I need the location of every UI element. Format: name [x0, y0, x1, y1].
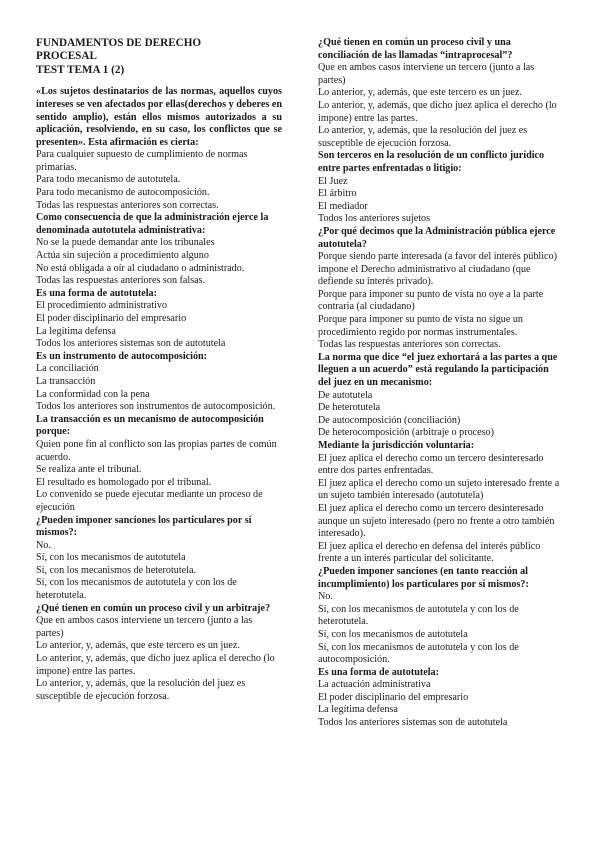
document-title [36, 37, 282, 77]
answer-option: Sí, con los mecanismos de autotutela [36, 552, 186, 564]
right-question-list [318, 37, 563, 730]
answer-option: Sí, con los mecanismos de autotutela y con los de heterotutela. [318, 603, 519, 628]
answer-option: Porque para imponer su punto de vista no oye a la parte contraria (al ciudadano) [318, 288, 544, 313]
question-text: «Los sujetos destinatarios de las normas, aquellos cuyos intereses se ven afectados por ellas(derechos y deberes en sentido amplio), están ellos mismos autorizados a su aplicación, resolviendo, en su caso, los conflictos que se presenten». Esta afirmación es cierta: [36, 86, 282, 148]
answer-option: El poder disciplinario del empresario [318, 691, 469, 703]
answer-option: Lo anterior, y, además, que este tercero es un juez. [318, 87, 522, 99]
answer-option: Todos los anteriores sistemas son de autotutela [318, 717, 508, 729]
question-block [36, 351, 282, 414]
answer-option: Porque siendo parte interesada (a favor del interés público) impone el Derecho administrativo al ciudadano (que defiende su interés privado). [318, 251, 557, 288]
question-text: ¿Pueden imponer sanciones los particulares por sí mismos?: [36, 514, 252, 539]
answer-option: El juez aplica el derecho como un tercero desinteresado entre dos partes enfrentadas. [318, 452, 544, 477]
answer-option: De autotutela [318, 389, 373, 401]
answer-option: El resultado es homologado por el tribunal. [36, 476, 212, 488]
answer-option: Todas las respuestas anteriores son correctas. [36, 199, 219, 211]
question-block [318, 37, 563, 150]
answer-option: La legítima defensa [318, 704, 398, 716]
answer-option: El juez aplica el derecho como un tercero desinteresado aunque un sujeto interesado (pero no frente a otro también interesado). [318, 502, 555, 540]
question-text: La norma que dice “el juez exhortará a las partes a que lleguen a un acuerdo” está regulando la participación del juez en un mecanismo: [318, 351, 558, 389]
answer-option: De heterotutela [318, 402, 381, 414]
answer-option: Lo anterior, y, además, que este tercero es un juez. [36, 640, 240, 652]
answer-option: Quien pone fin al conflicto son las propias partes de común acuerdo. [36, 438, 277, 463]
answer-option: De autocomposición (conciliación) [318, 414, 461, 426]
answer-option: El poder disciplinario del empresario [36, 313, 187, 324]
question-block [36, 603, 282, 704]
question-block [318, 440, 563, 566]
question-text: Es un instrumento de autocomposición: [36, 350, 208, 362]
question-block [36, 414, 282, 515]
answer-option: Lo anterior, y, además, que la resolución del juez es susceptible de ejecución forzosa. [318, 125, 528, 149]
question-text: Es una forma de autotutela: [36, 287, 157, 299]
question-block [318, 667, 563, 730]
answer-option: Lo anterior, y, además, que la resolución del juez es susceptible de ejecución forzosa. [36, 678, 246, 702]
answer-option: Para todo mecanismo de autocomposición. [36, 187, 210, 199]
left-question-list [36, 86, 282, 703]
answer-option: No. [36, 539, 51, 551]
title-line-1: FUNDAMENTOS DE DERECHO [36, 37, 202, 49]
answer-option: De heterocomposición (arbitraje o proceso) [318, 427, 494, 439]
question-text: ¿Por qué decimos que la Administración pública ejerce autotutela? [318, 225, 556, 250]
answer-option: El juez aplica el derecho en defensa del interés público frente a un interés particular del solicitante. [318, 540, 541, 565]
answer-option: Sí, con los mecanismos de autotutela y con los de heterotutela. [36, 577, 237, 602]
question-text: ¿Qué tienen en común un proceso civil y un arbitraje? [36, 602, 271, 614]
answer-option: Que en ambos casos interviene un tercero (junto a las partes) [36, 615, 253, 639]
question-text: La transacción es un mecanismo de autocomposición porque: [36, 413, 264, 438]
answer-option: Se realiza ante el tribunal. [36, 464, 142, 476]
answer-option: El mediador [318, 200, 368, 212]
question-text: Son terceros en la resolución de un conflicto jurídico entre partes enfrentadas o litigio: [318, 150, 545, 174]
question-text: ¿Pueden imponer sanciones (en tanto reacción al incumplimiento) los particulares por sí mismos?: [318, 565, 529, 590]
question-block [36, 212, 282, 288]
answer-option: Sí, con los mecanismos de autotutela y con los de autocomposición. [318, 641, 519, 666]
title-line-2: PROCESAL [36, 50, 97, 63]
answer-option: Actúa sin sujeción a procedimiento alguno [36, 250, 209, 262]
answer-option: Todos los anteriores sujetos [318, 213, 431, 225]
answer-option: La conciliación [36, 363, 99, 375]
answer-option: No. [318, 591, 333, 603]
answer-option: Porque para imponer su punto de vista no sigue un procedimiento regido por normas instrumentales. [318, 314, 523, 338]
answer-option: El juez aplica el derecho como un sujeto interesado frente a un sujeto también interesado (autotutela) [318, 477, 560, 502]
answer-option: Todos los anteriores sistemas son de autotutela [36, 338, 226, 350]
question-block [318, 566, 563, 667]
answer-option: La transacción [36, 375, 96, 387]
question-block [36, 288, 282, 351]
answer-option: No se la puede demandar ante los tribunales [36, 237, 215, 249]
question-text: ¿Qué tienen en común un proceso civil y una conciliación de las llamadas “intraprocesal”? [318, 37, 513, 61]
question-block [36, 515, 282, 603]
question-block [318, 150, 563, 226]
answer-option: Que en ambos casos interviene un tercero (junto a las partes) [318, 62, 535, 86]
question-block [36, 86, 282, 212]
question-block [318, 226, 563, 352]
title-line-3: TEST TEMA 1 (2) [36, 63, 125, 76]
right-column [318, 37, 563, 730]
question-block [318, 352, 563, 440]
answer-option: Todas las respuestas anteriores son correctas. [318, 339, 501, 351]
question-text: Como consecuencia de que la administración ejerce la denominada autotutela administrativa: [36, 212, 269, 236]
answer-option: La conformidad con la pena [36, 388, 150, 400]
answer-option: Lo anterior, y, además, que dicho juez aplica el derecho (lo impone) entre las partes. [36, 653, 275, 677]
answer-option: Para cualquier supuesto de cumplimiento de normas primarias. [36, 149, 248, 173]
answer-option: El árbitro [318, 188, 357, 200]
answer-option: Todas las respuestas anteriores son falsas. [36, 275, 206, 287]
answer-option: Sí, con los mecanismos de autotutela [318, 628, 468, 640]
answer-option: El procedimiento administrativo [36, 300, 168, 312]
answer-option: No está obligada a oír al ciudadano o administrado. [36, 262, 245, 274]
answer-option: El Juez [318, 175, 348, 187]
answer-option: Lo anterior, y, además, que dicho juez aplica el derecho (lo impone) entre las partes. [318, 99, 557, 124]
left-column [36, 37, 282, 703]
answer-option: La actuación administrativa [318, 679, 431, 691]
answer-option: Sí, con los mecanismos de heterotutela. [36, 564, 196, 576]
answer-option: Para todo mecanismo de autotutela. [36, 174, 181, 186]
answer-option: La legítima defensa [36, 325, 116, 337]
answer-option: Todos los anteriores son instrumentos de autocomposición. [36, 401, 276, 413]
answer-option: Lo convenido se puede ejecutar mediante un proceso de ejecución [36, 489, 263, 513]
question-text: Es una forma de autotutela: [318, 666, 439, 678]
question-text: Mediante la jurisdicción voluntaria: [318, 440, 475, 451]
